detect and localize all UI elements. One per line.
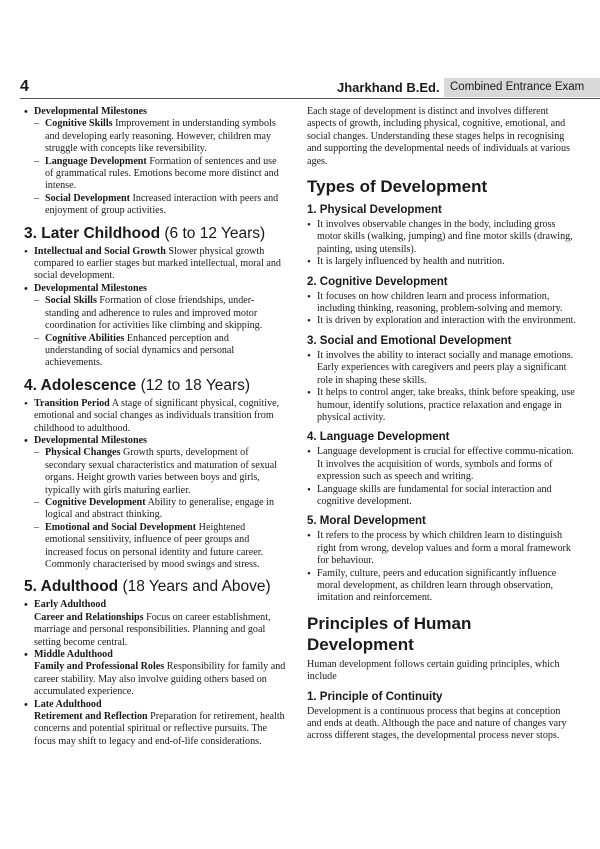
subheading: 4. Language Development xyxy=(307,431,450,444)
subheading: 5. Moral Development xyxy=(307,515,426,528)
book-title: Jharkhand B.Ed. xyxy=(337,80,440,95)
milestones-bullet: • Developmental Milestones xyxy=(24,283,286,295)
milestones-bullet: • Developmental Milestones xyxy=(24,435,286,447)
stage-text: Career and Relationships Focus on career establishment, marriage and personal responsibilities. Planning and goal setting become central. xyxy=(34,611,271,648)
header-rule xyxy=(20,98,600,99)
section-heading: 5. Adulthood (18 Years and Above) xyxy=(24,578,271,596)
intro-paragraph: Each stage of development is distinct and involves different aspects of growth, including physical, cognitive, emotional, and social changes. Understanding these stages helps in recognising and supporting the developmental needs of individuals at various ages. xyxy=(307,106,570,167)
page-number: 4 xyxy=(20,78,29,95)
milestone-item: – Social Development Increased interaction with peers and enjoyment of group activities. xyxy=(34,192,279,217)
milestone-item: – Social Skills Formation of close friendships, under-standing and adherence to rules and improved motor coordination for activities like climbing and skipping. xyxy=(34,295,263,332)
principles-intro: Human development follows certain guiding principles, which include xyxy=(307,658,560,683)
milestone-item: – Language Development Formation of sentences and use of grammatical rules. Emotions become more distinct and intense. xyxy=(34,155,279,192)
types-heading: Types of Development xyxy=(307,177,488,197)
principles-heading: Principles of Human Development xyxy=(307,613,472,654)
stage-bullet: • Middle Adulthood xyxy=(24,649,286,661)
exam-badge: Combined Entrance Exam xyxy=(444,78,600,97)
stage-text: Retirement and Reflection Preparation for retirement, health concerns and potential spiritual or reflective pursuits. The focus may shift to legacy and end-of-life considerations. xyxy=(34,711,285,747)
bullet-item: • It involves observable changes in the body, including gross motor skills (walking, jumping) and fine motor skills (drawing, painting, using utensils). xyxy=(307,219,577,256)
bullet-item: • Family, culture, peers and education significantly influence moral development, as children learn through observation, imitation and reinforcement. xyxy=(307,568,577,605)
subheading: 1. Principle of Continuity xyxy=(307,690,443,703)
milestone-item: – Cognitive Skills Improvement in understanding symbols and developing early reasoning. However, children may struggle with concepts like reversibility. xyxy=(34,118,276,155)
milestone-item: – Cognitive Development Ability to generalise, engage in logical and abstract thinking. xyxy=(34,496,275,521)
bullet-item: • It helps to control anger, take breaks, think before speaking, use humour, identify solutions, practice relaxation and engage in physical activity. xyxy=(307,387,577,424)
bullet-item: • It is largely influenced by health and nutrition. xyxy=(307,256,577,268)
subheading: 2. Cognitive Development xyxy=(307,275,448,288)
milestone-item: – Emotional and Social Development Heightened emotional sensitivity, influence of peer groups and increased focus on personal identity and future career. Commonly characterised by mood swings and stress. xyxy=(34,521,264,570)
bullet-item: • It is driven by exploration and interaction with the environment. xyxy=(307,315,577,327)
subheading: 1. Physical Development xyxy=(307,204,442,217)
continuity-text: Development is a continuous process that begins at conception and ends at death. Although the pace and nature of changes vary across different stages, the developmental process never stops. xyxy=(307,705,567,742)
stage-bullet: • Early Adulthood xyxy=(24,599,286,611)
stage-bullet: • Late Adulthood xyxy=(24,699,286,711)
bullet-item: • It involves the ability to interact socially and manage emotions. Early experiences with caregivers and peers play a significant role in shaping these skills. xyxy=(307,350,577,387)
stage-text: Family and Professional Roles Responsibility for family and career stability. May also involve guiding others based on accumulated experience. xyxy=(34,661,286,698)
bullet-item: • Language skills are fundamental for social interaction and cognitive development. xyxy=(307,484,577,509)
bullet-item: • Language development is crucial for effective commu-nication. It involves the acquisition of words, symbols and forms of expression such as speech and writing. xyxy=(307,446,577,483)
left-column xyxy=(24,106,286,748)
bullet-item: • It focuses on how children learn and process information, including thinking, reasoning, problem-solving and memory. xyxy=(307,291,577,316)
milestones-bullet: • Developmental Milestones xyxy=(24,106,286,118)
milestone-item: – Physical Changes Growth spurts, development of secondary sexual characteristics and maturation of sexual organs. Height growth varies between boys and girls, typically with girls maturing earlier. xyxy=(34,447,278,496)
bullet-item: • It refers to the process by which children learn to distinguish right from wrong, develop values and form a moral framework for behaviour. xyxy=(307,530,577,567)
section-heading: 4. Adolescence (12 to 18 Years) xyxy=(24,376,251,394)
section-heading: 3. Later Childhood (6 to 12 Years) xyxy=(24,224,266,242)
subheading: 3. Social and Emotional Development xyxy=(307,334,512,347)
milestone-item: – Cognitive Abilities Enhanced perception and understanding of social dynamics and personal achievements. xyxy=(34,332,235,369)
bullet-item: • Intellectual and Social Growth Slower physical growth compared to earlier stages but marked intellectual, moral and social development. xyxy=(24,246,286,283)
bullet-item: • Transition Period A stage of significant physical, cognitive, emotional and social changes as individuals transition from childhood to adulthood. xyxy=(24,398,286,435)
right-column xyxy=(307,106,577,743)
